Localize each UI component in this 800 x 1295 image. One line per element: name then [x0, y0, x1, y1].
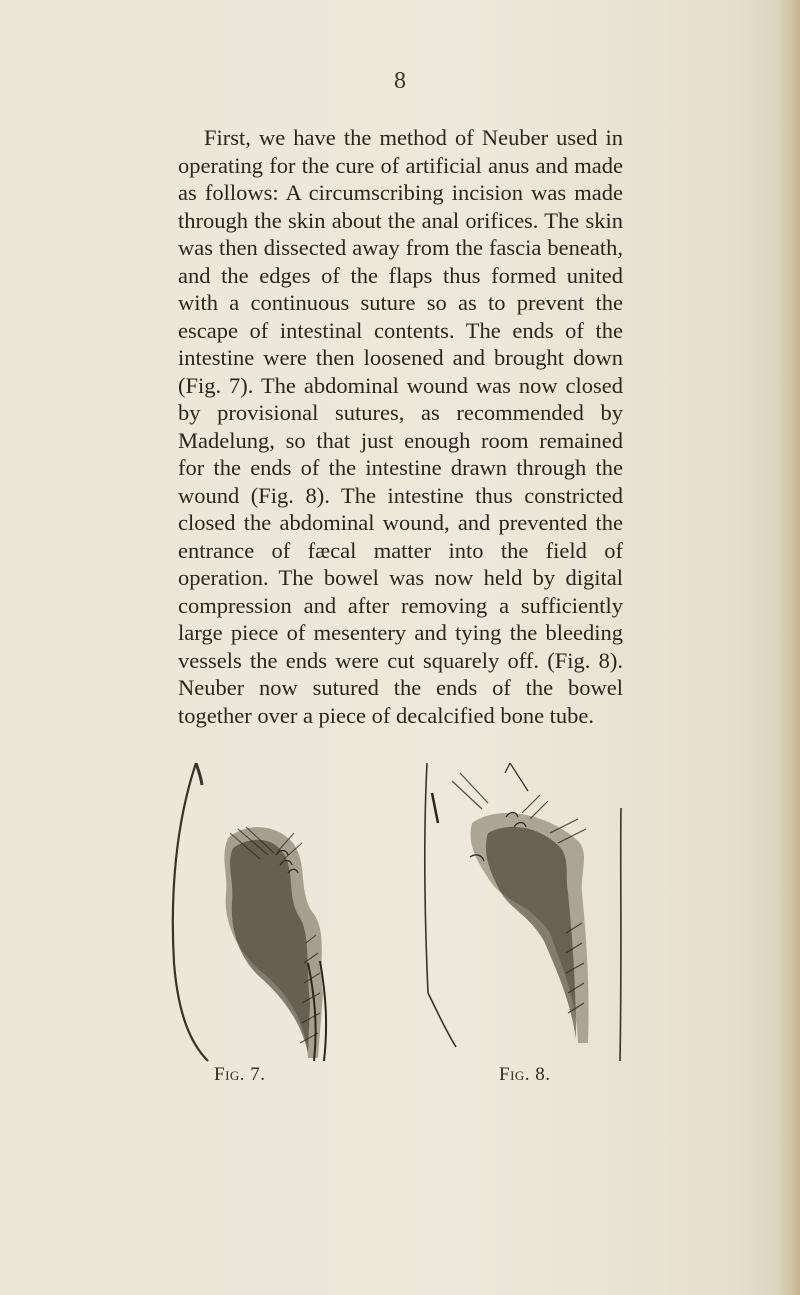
figure-7-caption: Fig. 7. — [214, 1064, 266, 1085]
figure-7-drawing — [168, 763, 368, 1063]
figure-8-drawing — [410, 763, 635, 1063]
figure-7-illustration — [168, 763, 368, 1063]
figure-8-caption: Fig. 8. — [499, 1064, 551, 1085]
figure-8-illustration — [410, 763, 635, 1063]
page-number: 8 — [394, 68, 406, 94]
page-edge-shadow — [778, 0, 800, 1295]
body-paragraph: First, we have the method of Neuber used in operating for the cure of artificial anus and made as follows: A circumscribing incision was made through the skin about the anal orifices. The skin was then dissected away from the fascia beneath, and the edges of the flaps thus formed united with a continuous suture so as to prevent the escape of intestinal contents. The ends of the intestine were then loosened and brought down (Fig. 7). The abdominal wound was now closed by provisional sutures, as recommended by Madelung, so that just enough room remained for the ends of the intestine drawn through the wound (Fig. 8). The intestine thus constricted closed the abdominal wound, and prevented the entrance of fæcal matter into the field of operation. The bowel was now held by digital compression and after removing a sufficiently large piece of mesentery and tying the bleeding vessels the ends were cut squarely off. (Fig. 8). Neuber now sutured the ends of the bowel together over a piece of decalcified bone tube. — [178, 125, 623, 728]
